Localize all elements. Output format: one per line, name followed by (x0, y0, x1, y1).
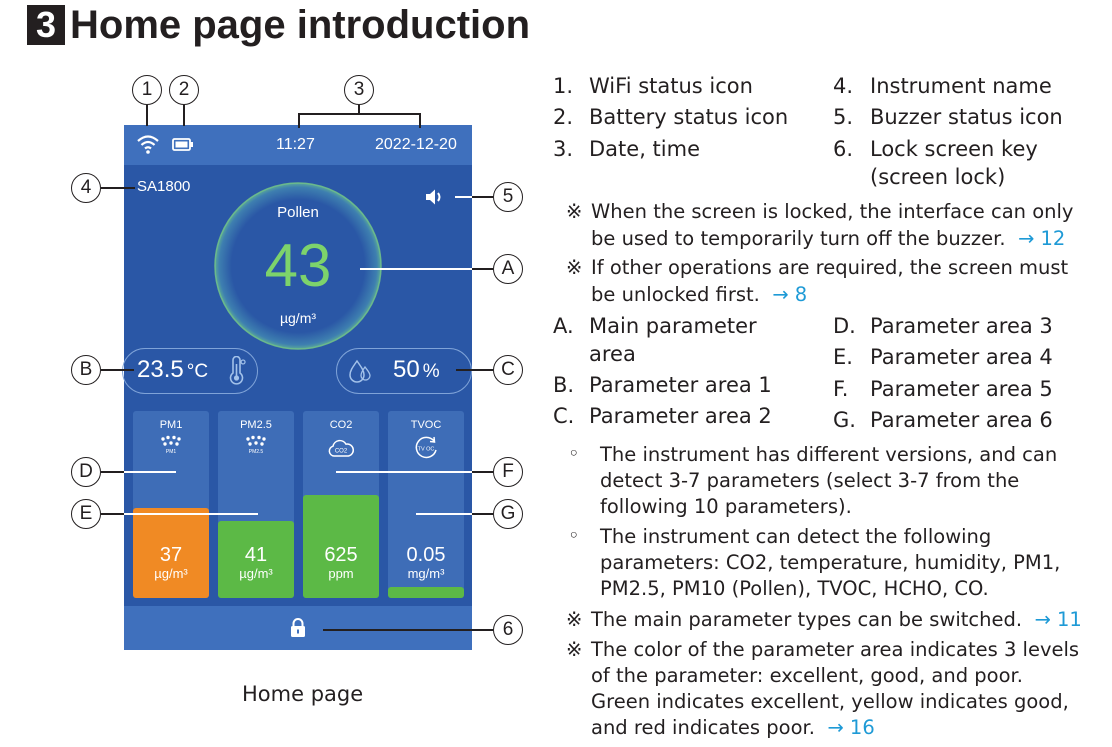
note-line: Green indicates excellent, yellow indicates good, (591, 690, 1069, 713)
callout-3-bracket-left (298, 113, 300, 128)
wifi-icon (136, 133, 160, 155)
note-line: be unlocked first. (591, 283, 760, 306)
lock-icon[interactable] (289, 617, 307, 639)
status-time: 11:27 (276, 136, 315, 153)
main-parameter-value: 43 (264, 232, 332, 299)
callout-4-leader (101, 187, 135, 189)
param-value: 625 (324, 544, 358, 566)
note-line-with-ref (591, 607, 1082, 633)
param-label: PM1 (159, 419, 183, 431)
speaker-icon[interactable] (424, 187, 446, 207)
legend-text: Date, time (589, 137, 700, 161)
param-value-group (133, 544, 209, 582)
note-mark: ※ (566, 638, 583, 661)
area-num: G. (833, 408, 856, 432)
note-line-with-ref (591, 226, 1065, 252)
co2-cloud-icon (327, 436, 355, 460)
param-label: TVOC (410, 419, 442, 431)
co2-icon-text: CO2 (334, 448, 348, 455)
particles-icon (158, 435, 184, 455)
area-num: F. (833, 377, 849, 401)
note-line: The color of the parameter area indicates 3 levels (591, 638, 1080, 661)
humidity-unit: % (422, 361, 440, 382)
legend-num: 3. (553, 137, 574, 161)
legend-text: (screen lock) (870, 165, 1006, 189)
section-title: Home page introduction (70, 3, 530, 47)
callout-E-leader-inner (124, 513, 258, 515)
bullet-mark: ◦ (568, 442, 580, 465)
main-parameter-label: Pollen (277, 204, 319, 221)
note-line: If other operations are required, the screen must (591, 256, 1069, 279)
note-line: and red indicates poor. (591, 716, 815, 739)
param-column-1 (133, 411, 209, 598)
callout-B: B (71, 355, 101, 385)
legend-text: WiFi status icon (589, 74, 753, 98)
callout-C-leader (456, 369, 493, 371)
area-text: Parameter area 4 (870, 345, 1053, 369)
callout-G: G (493, 499, 523, 529)
area-text: Parameter area 5 (870, 377, 1053, 401)
instrument-name: SA1800 (137, 178, 191, 195)
param-unit: µg/m³ (154, 566, 188, 581)
area-num: C. (553, 404, 575, 428)
legend-num: 6. (833, 137, 854, 161)
callout-2: 2 (169, 75, 199, 105)
callout-B-leader (101, 369, 134, 371)
note-mark: ※ (566, 200, 583, 223)
param-unit: mg/m³ (407, 566, 445, 581)
particles-icon-text: PM2.5 (248, 449, 264, 455)
tvoc-icon (412, 435, 440, 461)
page-ref-link[interactable]: → 12 (1017, 227, 1066, 250)
legend-text: Battery status icon (589, 105, 789, 129)
section-number: 3 (27, 5, 65, 45)
callout-D: D (71, 457, 101, 487)
area-num: A. (553, 314, 574, 338)
callout-5: 5 (493, 182, 523, 212)
param-value-group (218, 544, 294, 582)
callout-3-bracket-right (419, 113, 421, 128)
callout-4: 4 (71, 173, 101, 203)
note-line: of the parameter: excellent, good, and poor. (591, 664, 1023, 687)
param-fill (388, 587, 464, 598)
param-label: CO2 (329, 419, 353, 431)
legend-num: 1. (553, 74, 574, 98)
note-line-with-ref (591, 282, 807, 308)
legend-text: Lock screen key (870, 137, 1038, 161)
particles-icon-text: PM1 (165, 449, 177, 455)
param-value-group (388, 544, 464, 582)
page-ref-link[interactable]: → 8 (772, 283, 808, 306)
area-num: B. (553, 373, 575, 397)
callout-E-leader (101, 513, 124, 515)
callout-A-leader (472, 268, 493, 270)
callout-D-leader (101, 471, 124, 473)
callout-5-leader (472, 196, 493, 198)
legend-num: 5. (833, 105, 854, 129)
temperature-value: 23.5 (137, 356, 184, 383)
param-value: 37 (159, 544, 183, 566)
bullet-line: The instrument has different versions, and can (600, 443, 1058, 466)
note-line-with-ref (591, 715, 875, 741)
temperature-unit: °C (186, 361, 209, 382)
main-parameter-unit: µg/m³ (279, 310, 317, 326)
legend-text: Buzzer status icon (870, 105, 1063, 129)
area-text: area (589, 342, 636, 366)
figure-caption: Home page (242, 682, 364, 706)
note-line: be used to temporarily turn off the buzzer. (591, 227, 1006, 250)
callout-F-leader-inner (336, 471, 472, 473)
callout-F-leader (472, 471, 493, 473)
param-unit: ppm (328, 566, 354, 581)
note-line: When the screen is locked, the interface can only (591, 200, 1074, 223)
area-text: Parameter area 3 (870, 314, 1053, 338)
param-value-group (303, 544, 379, 582)
callout-2-leader (183, 105, 185, 126)
note-mark: ※ (566, 608, 583, 631)
area-text: Main parameter (589, 314, 757, 338)
callout-6-leader (323, 629, 493, 631)
callout-5-leader-inner (455, 196, 472, 198)
thermometer-icon (226, 356, 248, 386)
legend-num: 4. (833, 74, 854, 98)
humidity-readout (393, 356, 440, 384)
callout-G-leader-inner (416, 513, 472, 515)
particles-icon (243, 435, 269, 455)
bullet-line: following 10 parameters). (600, 495, 852, 518)
legend-text: Instrument name (870, 74, 1052, 98)
callout-A: A (493, 254, 523, 284)
callout-A-leader-inner (360, 268, 472, 270)
param-label: PM2.5 (240, 419, 272, 431)
param-unit: µg/m³ (239, 566, 273, 581)
bullet-line: The instrument can detect the following (600, 525, 992, 548)
callout-3-bracket (298, 113, 420, 115)
callout-3: 3 (344, 75, 374, 105)
note-line: The main parameter types can be switched. (591, 608, 1023, 631)
page-ref-link[interactable]: → 11 (1034, 608, 1082, 631)
note-mark: ※ (566, 256, 583, 279)
bullet-line: PM2.5, PM10 (Pollen), TVOC, HCHO, CO. (600, 577, 989, 600)
temperature-readout (137, 356, 208, 384)
callout-G-leader (472, 513, 493, 515)
callout-6: 6 (493, 615, 523, 645)
param-value: 41 (244, 544, 268, 566)
callout-1: 1 (132, 75, 162, 105)
bullet-line: parameters: CO2, temperature, humidity, PM1, (600, 551, 1061, 574)
bullet-line: detect 3-7 parameters (select 3-7 from the (600, 469, 1020, 492)
water-drop-icon (346, 358, 374, 386)
page-ref-link[interactable]: → 16 (827, 716, 875, 739)
area-text: Parameter area 2 (589, 404, 772, 428)
battery-icon (172, 138, 194, 151)
callout-C: C (493, 355, 523, 385)
callout-F: F (493, 457, 523, 487)
param-value: 0.05 (406, 544, 446, 566)
callout-D-leader-inner (124, 471, 176, 473)
param-column-2 (218, 411, 294, 598)
tvoc-icon-text: TV OC (417, 446, 435, 453)
param-column-4 (388, 411, 464, 598)
area-text: Parameter area 6 (870, 408, 1053, 432)
callout-1-leader (146, 105, 148, 126)
area-text: Parameter area 1 (589, 373, 772, 397)
callout-E: E (71, 499, 101, 529)
bullet-mark: ◦ (568, 524, 580, 547)
legend-num: 2. (553, 105, 574, 129)
area-num: E. (833, 345, 853, 369)
legend-item (553, 72, 573, 100)
area-num: D. (833, 314, 856, 338)
status-date: 2022-12-20 (375, 136, 457, 153)
humidity-value: 50 (393, 356, 420, 383)
param-column-3 (303, 411, 379, 598)
